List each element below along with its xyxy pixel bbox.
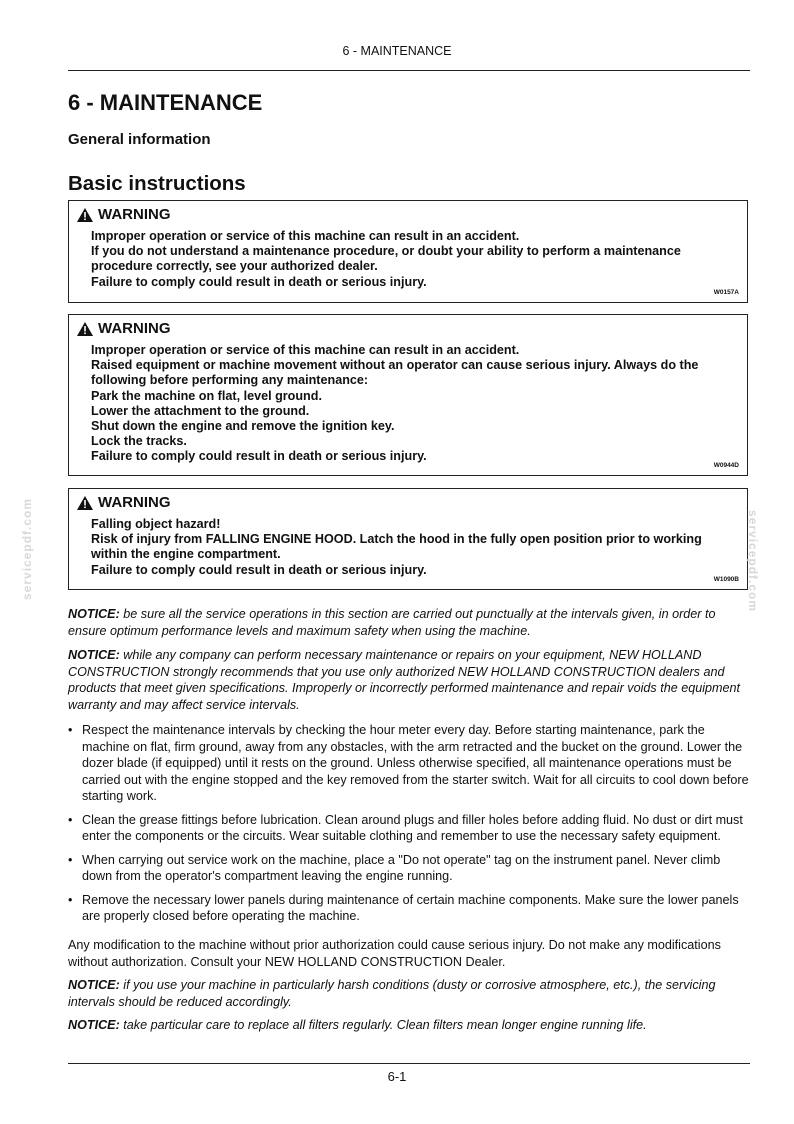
notice-label: NOTICE:: [68, 1018, 120, 1032]
notice-text: if you use your machine in particularly harsh conditions (dusty or corrosive atmosphere, etc.), the servicing intervals should be reduced accordingly.: [68, 978, 716, 1009]
notice-text: take particular care to replace all filters regularly. Clean filters mean longer engine running life.: [119, 1018, 647, 1032]
footer-rule: [68, 1063, 750, 1064]
warning-line: Lower the attachment to the ground.: [91, 403, 310, 418]
warning-line: Risk of injury from FALLING ENGINE HOOD. Latch the hood in the fully open position prior to working within the engine compartment.: [91, 532, 702, 562]
warning-line: Lock the tracks.: [91, 434, 187, 449]
warning-line: If you do not understand a maintenance procedure, or doubt your ability to perform a maintenance procedure correctly, see your authorized dealer.: [91, 244, 681, 274]
notice-label: NOTICE:: [68, 978, 120, 992]
warning-line: Falling object hazard!: [91, 517, 221, 531]
warning-line: Improper operation or service of this machine can result in an accident.: [91, 343, 520, 357]
header-rule: [68, 70, 750, 71]
list-item: • Clean the grease fittings before lubrication. Clean around plugs and filler holes before adding fluid. No dust or dirt must enter the components or the circuits. Wear suitable clothing and remember to use the necessary safety equipment.: [68, 812, 750, 845]
watermark: servicepdf.com: [746, 510, 760, 613]
modification-paragraph: Any modification to the machine without prior authorization could cause serious injury. Do not make any modifications without authorization. Consult your NEW HOLLAND CONSTRUCTION Dealer.: [68, 938, 721, 969]
notice-paragraph: [68, 977, 750, 1010]
list-item: • Remove the necessary lower panels during maintenance of certain machine components. Make sure the lower panels are properly closed before operating the machine.: [68, 892, 750, 925]
warning-code: W1090B: [713, 576, 739, 583]
warning-title: WARNING: [98, 206, 171, 223]
notice-text: be sure all the service operations in this section are carried out punctually at the intervals given, in order to ensure optimum performance levels and maximum safety when using the machine.: [68, 607, 716, 638]
warning-text: [91, 343, 733, 465]
warning-line: Raised equipment or machine movement without an operator can cause serious injury. Always do the following before performing any maintenance:: [91, 358, 699, 388]
notice-paragraph: [68, 647, 750, 713]
notice-paragraph: [68, 1017, 750, 1034]
watermark: servicepdf.com: [20, 497, 34, 600]
warning-triangle-icon: [77, 496, 93, 510]
page-title: 6 - MAINTENANCE: [68, 90, 263, 115]
warning-box: [68, 200, 748, 303]
warning-line: Improper operation or service of this machine can result in an accident.: [91, 229, 520, 243]
warning-text: [91, 229, 733, 290]
notice-text: while any company can perform necessary maintenance or repairs on your equipment, NEW HOLLAND CONSTRUCTION strongly recommends that you use only authorized NEW HOLLAND CONSTRUCTION dealers and products that meet given specifications. Improperly or incorrectly performed maintenance and repair voids the equipment warranty and may affect service intervals.: [68, 648, 741, 712]
section-heading: General information: [68, 131, 211, 148]
warning-line: Failure to comply could result in death or serious injury.: [91, 449, 427, 464]
notice-paragraph: [68, 606, 750, 639]
list-item: • When carrying out service work on the machine, place a "Do not operate" tag on the instrument panel. Never climb down from the operator's compartment leaving the engine running.: [68, 852, 750, 885]
notice-label: NOTICE:: [68, 648, 120, 662]
warning-title: WARNING: [98, 320, 171, 337]
warning-line: Park the machine on flat, level ground.: [91, 388, 322, 403]
warning-line: Shut down the engine and remove the ignition key.: [91, 419, 395, 434]
warning-triangle-icon: [77, 322, 93, 336]
warning-line: Failure to comply could result in death or serious injury.: [91, 274, 427, 289]
warning-triangle-icon: [77, 208, 93, 222]
subsection-heading: Basic instructions: [68, 172, 246, 195]
warning-box: [68, 314, 748, 476]
warning-box: [68, 488, 748, 590]
running-header: 6 - MAINTENANCE: [342, 44, 452, 58]
warning-code: W0157A: [713, 289, 739, 296]
warning-title: WARNING: [98, 494, 171, 511]
list-item: • Respect the maintenance intervals by checking the hour meter every day. Before starting maintenance, park the machine on flat, firm ground, away from any obstacles, with the arm retracted and the bucket on the ground. Lower the dozer blade (if equipped) until it rests on the ground. Unless otherwise specified, all maintenance operations must be carried out with the engine stopped and the key removed from the starter switch. Wait for all circuits to cool down before starting work.: [68, 722, 750, 805]
page-number: 6-1: [387, 1069, 407, 1084]
warning-text: [91, 517, 733, 578]
warning-line: Failure to comply could result in death or serious injury.: [91, 562, 427, 577]
notice-label: NOTICE:: [68, 607, 120, 621]
maintenance-bullet-list: [68, 722, 750, 932]
warning-code: W0944D: [713, 462, 739, 469]
